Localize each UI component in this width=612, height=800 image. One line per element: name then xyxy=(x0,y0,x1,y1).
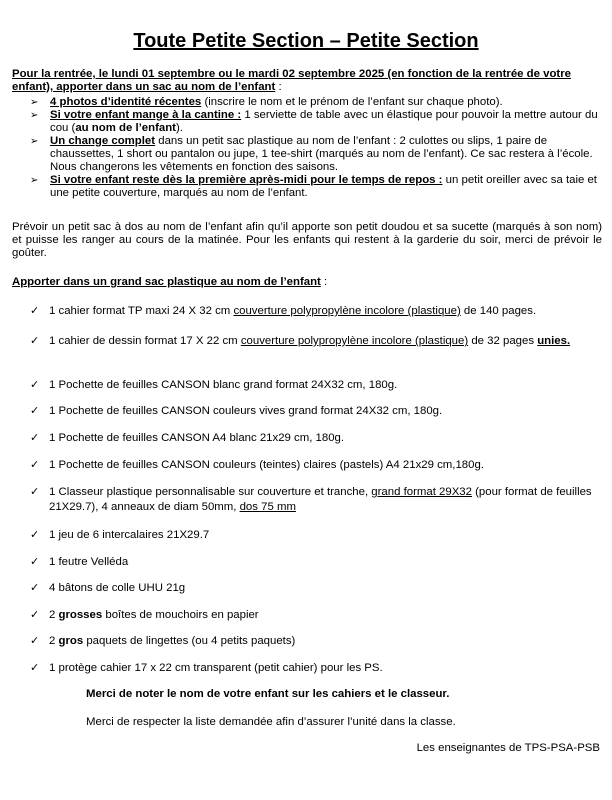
intro-sentence xyxy=(12,68,602,94)
checkmark-icon: ✓ xyxy=(30,405,40,417)
arrowhead-bullet-icon: ➢ xyxy=(30,175,39,186)
supply-item-text: 1 protège cahier 17 x 22 cm transparent (petit cahier) pour les PS. xyxy=(49,662,383,674)
supply-item-text: 1 Pochette de feuilles CANSON couleurs vives grand format 24X32 cm, 180g. xyxy=(49,405,443,417)
supply-item-text: 1 Pochette de feuilles CANSON blanc grand format 24X32 cm, 180g. xyxy=(49,379,398,391)
checkmark-icon: ✓ xyxy=(30,379,40,391)
supply-item-text xyxy=(49,485,602,515)
bring-item xyxy=(30,109,602,135)
intro-suffix: : xyxy=(275,81,282,93)
checkmark-icon: ✓ xyxy=(30,305,40,317)
supply-text-end: de 140 pages. xyxy=(460,305,537,317)
bring-item xyxy=(30,174,602,200)
checkmark-icon: ✓ xyxy=(30,459,40,471)
supply-item-text xyxy=(49,608,602,623)
supplies-heading xyxy=(12,276,602,289)
supply-text: 1 cahier format TP maxi 24 X 32 cm xyxy=(49,305,234,317)
supply-text: 1 cahier de dessin format 17 X 22 cm xyxy=(49,335,241,347)
bring-item-text-end: ). xyxy=(175,122,183,134)
supply-bold-underlined: unies. xyxy=(537,335,571,347)
checkmark-icon: ✓ xyxy=(30,432,40,444)
supply-item-text: 1 feutre Velléda xyxy=(49,556,129,568)
bring-item-text: dans un petit sac plastique au nom de l’enfant : 2 culottes ou slips, 1 paire de chaussettes, 1 short ou pantalon ou jupe, 1 tee-shirt (marqués au nom de l’enfant). Ce sac restera à l’école. Nous changerons les vêtements en fonction des saisons. xyxy=(50,135,593,173)
supply-text-end: boîtes de mouchoirs en papier xyxy=(102,609,259,621)
supply-item-text: 1 Pochette de feuilles CANSON couleurs (teintes) claires (pastels) A4 21x29 cm,180g. xyxy=(49,459,484,471)
bring-item-lead: Un change complet xyxy=(50,135,156,147)
signature: Les enseignantes de TPS-PSA-PSB xyxy=(416,742,600,754)
bring-item-text: un petit oreiller avec sa taie et une petite couverture, marqués au nom de l’enfant. xyxy=(50,174,597,199)
bring-list xyxy=(30,96,602,200)
checkmark-icon: ✓ xyxy=(30,662,40,674)
supply-text: 2 xyxy=(49,609,59,621)
backpack-paragraph: Prévoir un petit sac à dos au nom de l’enfant afin qu’il apporte son petit doudou et sa sucette (marqués à son nom) et puisse les ranger au cours de la matinée. Pour les enfants qui restent à la garderie du soir, merci de prévoir le goûter. xyxy=(12,221,602,259)
supply-item-text xyxy=(49,634,602,649)
bring-item xyxy=(30,96,602,109)
supply-item-text: 1 jeu de 6 intercalaires 21X29.7 xyxy=(49,529,210,541)
checkmark-icon: ✓ xyxy=(30,486,40,498)
supply-underlined: couverture polypropylène incolore (plastique) xyxy=(233,305,461,317)
intro-text: Pour la rentrée, le lundi 01 septembre ou le mardi 02 septembre 2025 (en fonction de la rentrée de votre enfant), apporter dans un sac au nom de l’enfant xyxy=(12,68,571,93)
supply-item-text: 4 bâtons de colle UHU 21g xyxy=(49,582,186,594)
supplies-heading-suffix: : xyxy=(320,276,328,288)
bring-item-bold: au nom de l’enfant xyxy=(75,122,176,134)
bring-item-lead: Si votre enfant mange à la cantine : xyxy=(50,109,242,121)
page-title: Toute Petite Section – Petite Section xyxy=(133,30,479,52)
supply-text-end: paquets de lingettes (ou 4 petits paquets) xyxy=(83,635,296,647)
supply-underlined-end: dos 75 mm xyxy=(239,501,296,513)
checkmark-icon: ✓ xyxy=(30,529,40,541)
supply-underlined: couverture polypropylène incolore (plastique) xyxy=(240,335,469,347)
supply-bold: gros xyxy=(58,635,84,647)
arrowhead-bullet-icon: ➢ xyxy=(30,136,39,147)
supply-item-text: 1 Pochette de feuilles CANSON A4 blanc 21x29 cm, 180g. xyxy=(49,432,345,444)
checkmark-icon: ✓ xyxy=(30,635,40,647)
checkmark-icon: ✓ xyxy=(30,556,40,568)
supply-item-text xyxy=(49,334,602,349)
checkmark-icon: ✓ xyxy=(30,335,40,347)
checkmark-icon: ✓ xyxy=(30,582,40,594)
supply-text: 2 xyxy=(49,635,59,647)
bring-item-text: 1 serviette de table avec un élastique pour pouvoir la mettre autour du cou ( xyxy=(50,109,598,134)
bring-item-text: (inscrire le nom et le prénom de l’enfant sur chaque photo). xyxy=(201,96,503,108)
supply-text-mid: (pour format de feuilles 21X29.7), 4 anneaux de diam 50mm, xyxy=(49,486,592,513)
supply-bold: grosses xyxy=(58,609,103,621)
supplies-heading-text: Apporter dans un grand sac plastique au nom de l’enfant xyxy=(12,276,321,288)
arrowhead-bullet-icon: ➢ xyxy=(30,110,39,121)
bring-item-lead: Si votre enfant reste dès la première après-midi pour le temps de repos : xyxy=(50,174,443,186)
supply-text-end: de 32 pages xyxy=(468,335,538,347)
checkmark-icon: ✓ xyxy=(30,609,40,621)
supply-item-text xyxy=(49,304,602,319)
supply-underlined: grand format 29X32 xyxy=(371,486,472,498)
bring-item xyxy=(30,135,602,174)
arrowhead-bullet-icon: ➢ xyxy=(30,97,39,108)
bring-item-lead: 4 photos d’identité récentes xyxy=(50,96,202,108)
label-note: Merci de noter le nom de votre enfant sur les cahiers et le classeur. xyxy=(86,688,450,700)
respect-note: Merci de respecter la liste demandée afin d’assurer l’unité dans la classe. xyxy=(86,716,456,728)
supply-text: 1 Classeur plastique personnalisable sur couverture et tranche, xyxy=(49,486,372,498)
